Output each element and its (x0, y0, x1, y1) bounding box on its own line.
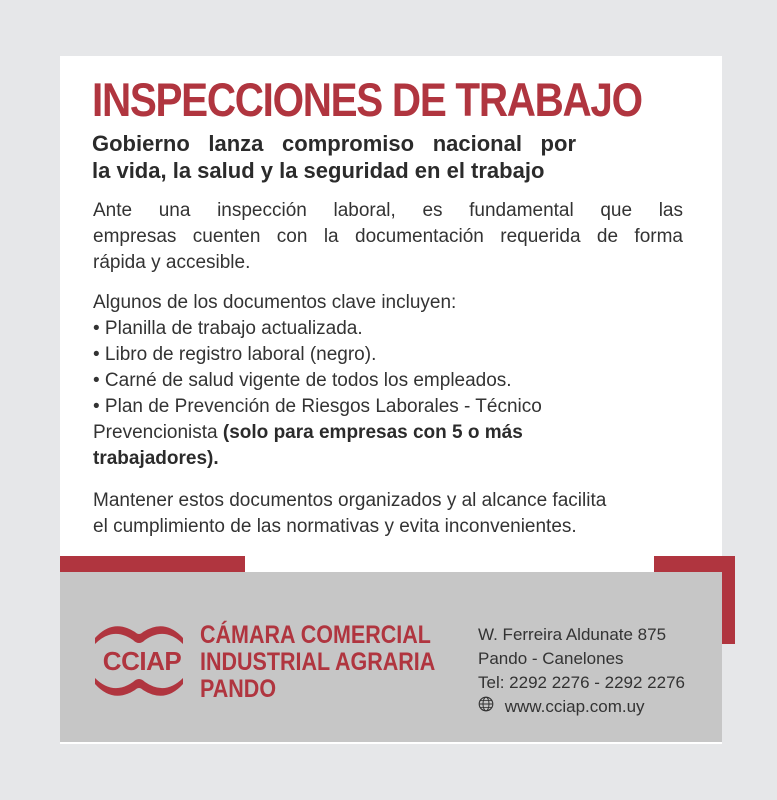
page-title: INSPECCIONES DE TRABAJO (92, 73, 642, 126)
contact-web-row (478, 695, 685, 719)
accent-bar-left (60, 556, 245, 572)
list-item: • Planilla de trabajo actualizada. (93, 318, 363, 339)
list-item-cont-text: Prevencionista (93, 422, 218, 443)
intro-paragraph (93, 198, 683, 276)
contact-address: W. Ferreira Aldunate 875 (478, 625, 667, 644)
list-item-note: (solo para empresas con 5 o más (222, 422, 523, 443)
accent-bar-right-vertical (722, 556, 735, 644)
website-link[interactable]: www.cciap.com.uy (504, 697, 645, 716)
subtitle-line-2: la vida, la salud y la seguridad en el trabajo (92, 158, 545, 183)
contact-phone[interactable]: Tel: 2292 2276 - 2292 2276 (478, 673, 686, 692)
organization-line-3: PANDO (200, 675, 277, 703)
organization-name (200, 622, 435, 703)
organization-line-2: INDUSTRIAL AGRARIA (200, 648, 436, 676)
contact-city: Pando - Canelones (478, 649, 624, 668)
subtitle-line-1: Gobierno lanza compromiso nacional por (92, 131, 576, 156)
contact-info (478, 623, 685, 719)
documents-heading: Algunos de los documentos clave incluyen: (93, 292, 457, 313)
closing-line-1: Mantener estos documentos organizados y al alcance facilita (93, 490, 607, 511)
logo-text: CCIAP (102, 646, 182, 676)
closing-line-2: el cumplimiento de las normativas y evita inconvenientes. (93, 516, 577, 537)
subtitle (92, 130, 576, 184)
list-item: • Libro de registro laboral (negro). (93, 344, 377, 365)
list-item-note-end: trabajadores). (93, 448, 219, 469)
list-item: • Plan de Prevención de Riesgos Laborales - Técnico (93, 396, 542, 417)
intro-line-3: rápida y accesible. (93, 252, 251, 273)
closing-paragraph (93, 488, 683, 540)
organization-line-1: CÁMARA COMERCIAL (200, 621, 431, 649)
documents-list (93, 290, 683, 472)
intro-line-1: Ante una inspección laboral, es fundamental que las (93, 200, 683, 221)
list-item: • Carné de salud vigente de todos los empleados. (93, 370, 512, 391)
list-item-continuation (93, 420, 683, 446)
intro-line-2: empresas cuenten con la documentación requerida de forma (93, 226, 683, 247)
globe-icon (478, 696, 494, 712)
list-item-continuation-2 (93, 446, 683, 472)
